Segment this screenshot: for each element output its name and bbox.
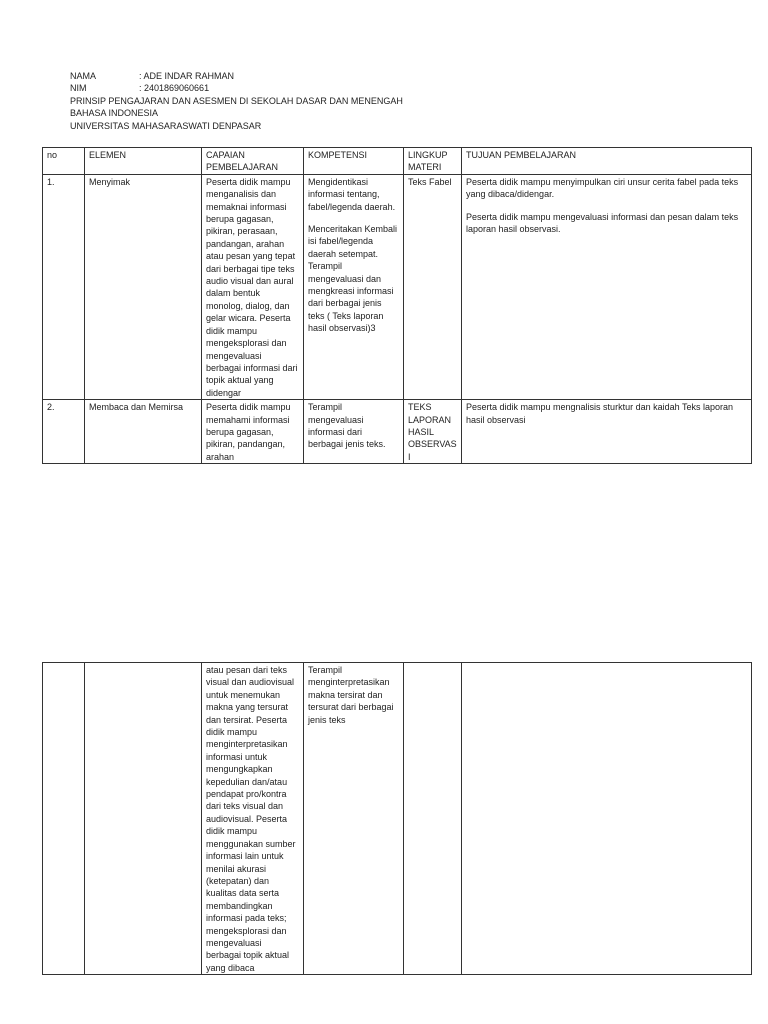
learning-table-continued (42, 662, 752, 975)
cont-tujuan (462, 663, 752, 975)
nama-line (70, 70, 403, 82)
row1-tujuan (462, 174, 752, 399)
course-title: PRINSIP PENGAJARAN DAN ASESMEN DI SEKOLAH DASAR DAN MENENGAH (70, 95, 403, 106)
row1-kompetensi-b: Menceritakan Kembali isi fabel/legenda daerah setempat. Terampil mengevaluasi dan mengkreasi informasi dari berbagai jenis teks ( Teks laporan hasil observasi)3 (308, 224, 398, 334)
university-name: UNIVERSITAS MAHASARASWATI DENPASAR (70, 120, 262, 131)
row2-tujuan: Peserta didik mampu mengnalisis sturktur dan kaidah Teks laporan hasil observasi (462, 400, 752, 464)
nama-value: : ADE INDAR RAHMAN (139, 71, 235, 81)
row1-no: 1. (43, 174, 85, 399)
row2-capaian: Peserta didik mampu memahami informasi berupa gagasan, pikiran, pandangan, arahan (202, 400, 304, 464)
table-header-row (43, 148, 752, 175)
table-row (43, 663, 752, 975)
learning-table (42, 147, 752, 464)
header-cell-kompetensi: KOMPETENSI (304, 148, 404, 175)
cont-capaian: atau pesan dari teks visual dan audiovisual untuk menemukan makna yang tersurat dan tersirat. Peserta didik mampu menginterpretasikan informasi untuk mengungkapkan kepedulian dan/atau pendapat pro/kontra dari teks visual dan audiovisual. Peserta didik mampu menggunakan sumber informasi lain untuk menilai akurasi (ketepatan) dan kualitas data serta membandingkan informasi pada teks; mengeksplorasi dan mengevaluasi berbagai topik aktual yang dibaca (202, 663, 304, 975)
nama-label: NAMA (70, 71, 97, 81)
row1-lingkup: Teks Fabel (404, 174, 462, 399)
row2-kompetensi: Terampil mengevaluasi informasi dari berbagai jenis teks. (304, 400, 404, 464)
nim-line (70, 82, 403, 94)
nim-value: : 2401869060661 (139, 83, 210, 94)
row2-elemen: Membaca dan Memirsa (85, 400, 202, 464)
student-header (70, 70, 403, 132)
cont-kompetensi: Terampil menginterpretasikan makna tersirat dan tersurat dari berbagai jenis teks (304, 663, 404, 975)
subject-name: BAHASA INDONESIA (70, 108, 159, 119)
row1-elemen: Menyimak (85, 174, 202, 399)
row2-lingkup: TEKS LAPORAN HASIL OBSERVASI (404, 400, 462, 464)
nim-label: NIM (70, 83, 87, 94)
header-cell-no: no (43, 148, 85, 175)
row1-kompetensi (304, 174, 404, 399)
header-cell-lingkup: LINGKUP MATERI (404, 148, 462, 175)
row1-kompetensi-a: Mengidentikasi informasi tentang, fabel/legenda daerah. (308, 176, 396, 212)
header-cell-elemen: ELEMEN (85, 148, 202, 175)
row1-capaian: Peserta didik mampu menganalisis dan memaknai informasi berupa gagasan, pikiran, perasaan, pandangan, arahan atau pesan yang tepat dari berbagai tipe teks audio visual dan aural dalam bentuk monolog, dialog, dan gelar wicara. Peserta didik mampu mengeksplorasi dan mengevaluasi berbagai informasi dari topik aktual yang didengar (202, 174, 304, 399)
row2-no: 2. (43, 400, 85, 464)
cont-elemen (85, 663, 202, 975)
header-cell-tujuan: TUJUAN PEMBELAJARAN (462, 148, 752, 175)
header-cell-capaian: CAPAIAN PEMBELAJARAN (202, 148, 304, 175)
row1-tujuan-b: Peserta didik mampu mengevaluasi informasi dan pesan dalam teks laporan hasil observasi. (466, 211, 739, 235)
cont-no (43, 663, 85, 975)
table-row (43, 174, 752, 399)
table-row (43, 400, 752, 464)
cont-lingkup (404, 663, 462, 975)
row1-tujuan-a: Peserta didik mampu menyimpulkan ciri unsur cerita fabel pada teks yang dibaca/didengar. (466, 176, 739, 200)
